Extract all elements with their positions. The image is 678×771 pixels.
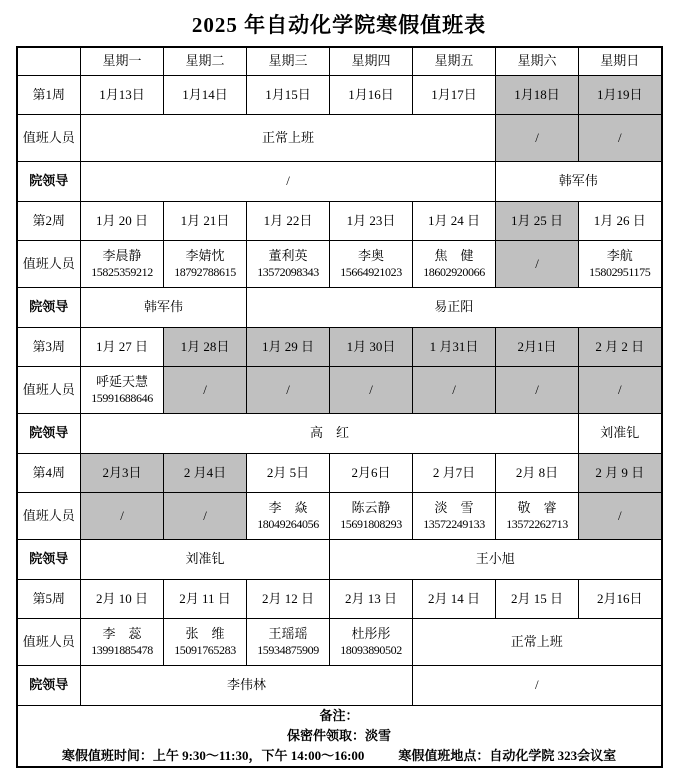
duty-cell — [247, 493, 330, 540]
duty-label: 值班人员 — [17, 115, 81, 162]
date-cell: 1月14日 — [164, 76, 247, 115]
duty-phone: 13572098343 — [257, 264, 319, 279]
date-cell: 1月 26 日 — [579, 202, 662, 241]
duty-phone: 15825359212 — [91, 264, 153, 279]
day-header-sat: 星期六 — [496, 47, 579, 76]
week1-leader-row — [17, 162, 662, 202]
page-title: 2025 年自动化学院寒假值班表 — [191, 13, 487, 37]
date-cell: 1月 25 日 — [496, 202, 579, 241]
week-label: 第2周 — [17, 202, 81, 241]
duty-phone: 13991885478 — [91, 642, 153, 657]
date-cell: 1月 24 日 — [413, 202, 496, 241]
week-label: 第3周 — [17, 328, 81, 367]
note-duty-place: 寒假值班地点：自动化学院 323会议室 — [398, 748, 617, 764]
date-cell: 2 月 9 日 — [579, 454, 662, 493]
duty-name: 李 焱 — [268, 500, 308, 516]
duty-cell: / — [579, 493, 662, 540]
duty-cell — [81, 241, 164, 288]
duty-phone: 15934875909 — [257, 642, 319, 657]
duty-cell — [247, 619, 330, 666]
duty-cell: / — [579, 367, 662, 414]
week-label: 第4周 — [17, 454, 81, 493]
duty-name: 焦 健 — [434, 248, 474, 264]
day-header-fri: 星期五 — [413, 47, 496, 76]
duty-cell: / — [579, 115, 662, 162]
day-header-wed: 星期三 — [247, 47, 330, 76]
duty-cell — [247, 241, 330, 288]
date-cell: 1月 21日 — [164, 202, 247, 241]
date-cell: 1月 28日 — [164, 328, 247, 367]
duty-cell: / — [496, 241, 579, 288]
week4-leader-row — [17, 540, 662, 580]
date-cell: 2月1日 — [496, 328, 579, 367]
week4-duty-row — [17, 493, 662, 540]
week2-duty-row — [17, 241, 662, 288]
duty-phone: 18602920066 — [423, 264, 485, 279]
duty-cell: 正常上班 — [413, 619, 662, 666]
date-cell: 2 月4日 — [164, 454, 247, 493]
duty-label: 值班人员 — [17, 241, 81, 288]
duty-phone: 15991688646 — [91, 390, 153, 405]
duty-phone: 13572262713 — [506, 516, 568, 531]
duty-cell: / — [413, 367, 496, 414]
duty-name: 李航 — [606, 248, 633, 264]
week3-leader-row — [17, 414, 662, 454]
leader-label: 院领导 — [17, 666, 81, 706]
date-cell: 1月 23日 — [330, 202, 413, 241]
week5-dates-row — [17, 580, 662, 619]
leader-cell: 李伟林 — [81, 666, 413, 706]
corner-cell — [17, 47, 81, 76]
duty-name: 呼延天慧 — [95, 374, 148, 390]
day-header-mon: 星期一 — [81, 47, 164, 76]
leader-cell: / — [413, 666, 662, 706]
day-header-sun: 星期日 — [579, 47, 662, 76]
date-cell: 1月 29 日 — [247, 328, 330, 367]
duty-phone: 15802951175 — [589, 264, 651, 279]
duty-cell — [413, 493, 496, 540]
duty-cell — [496, 493, 579, 540]
date-cell: 1 月31日 — [413, 328, 496, 367]
date-cell: 1月13日 — [81, 76, 164, 115]
leader-label: 院领导 — [17, 162, 81, 202]
note-line-confidential: 保密件领取：淡雪 — [286, 728, 391, 744]
week1-dates-row — [17, 76, 662, 115]
leader-cell: 韩军伟 — [81, 288, 247, 328]
duty-name: 王瑶瑶 — [268, 626, 308, 642]
duty-cell — [164, 241, 247, 288]
date-cell: 1月18日 — [496, 76, 579, 115]
week3-dates-row — [17, 328, 662, 367]
leader-label: 院领导 — [17, 414, 81, 454]
duty-label: 值班人员 — [17, 367, 81, 414]
duty-cell — [413, 241, 496, 288]
date-cell: 2月6日 — [330, 454, 413, 493]
note-duty-time: 寒假值班时间：上午 9:30～11:30，下午 14:00～16:00 — [61, 748, 365, 764]
duty-phone: 18093890502 — [340, 642, 402, 657]
date-cell: 1月 20 日 — [81, 202, 164, 241]
week-label: 第1周 — [17, 76, 81, 115]
leader-cell: / — [81, 162, 496, 202]
date-cell: 1月 30日 — [330, 328, 413, 367]
date-cell: 1月 22日 — [247, 202, 330, 241]
week4-dates-row — [17, 454, 662, 493]
notes-row — [17, 706, 662, 768]
leader-cell: 韩军伟 — [496, 162, 662, 202]
duty-cell: / — [247, 367, 330, 414]
date-cell: 2月16日 — [579, 580, 662, 619]
date-cell: 2 月 2 日 — [579, 328, 662, 367]
duty-name: 张 维 — [185, 626, 225, 642]
week1-duty-row — [17, 115, 662, 162]
leader-label: 院领导 — [17, 288, 81, 328]
duty-cell: 正常上班 — [81, 115, 496, 162]
date-cell: 2月 12 日 — [247, 580, 330, 619]
duty-name: 李奥 — [357, 248, 384, 264]
duty-cell — [81, 367, 164, 414]
duty-name: 敬 睿 — [517, 500, 557, 516]
date-cell: 1月19日 — [579, 76, 662, 115]
duty-name: 陈云静 — [351, 500, 391, 516]
duty-phone: 15691808293 — [340, 516, 402, 531]
duty-cell — [330, 493, 413, 540]
duty-name: 淡 雪 — [434, 500, 474, 516]
week2-dates-row — [17, 202, 662, 241]
duty-name: 李 蕊 — [102, 626, 142, 642]
duty-name: 杜彤彤 — [351, 626, 391, 642]
header-row — [17, 47, 662, 76]
duty-label: 值班人员 — [17, 493, 81, 540]
week3-duty-row — [17, 367, 662, 414]
date-cell: 1月 27 日 — [81, 328, 164, 367]
week5-duty-row — [17, 619, 662, 666]
leader-label: 院领导 — [17, 540, 81, 580]
leader-cell: 易正阳 — [247, 288, 662, 328]
day-header-thu: 星期四 — [330, 47, 413, 76]
date-cell: 2月 13 日 — [330, 580, 413, 619]
duty-cell: / — [164, 367, 247, 414]
duty-cell — [81, 619, 164, 666]
duty-cell: / — [496, 367, 579, 414]
duty-phone: 15664921023 — [340, 264, 402, 279]
duty-cell — [579, 241, 662, 288]
date-cell: 2月3日 — [81, 454, 164, 493]
date-cell: 1月15日 — [247, 76, 330, 115]
week-label: 第5周 — [17, 580, 81, 619]
duty-name: 李婧忱 — [185, 248, 225, 264]
date-cell: 1月17日 — [413, 76, 496, 115]
duty-cell — [164, 619, 247, 666]
duty-cell — [330, 619, 413, 666]
duty-schedule-table — [16, 46, 663, 768]
date-cell: 2月 8日 — [496, 454, 579, 493]
week2-leader-row — [17, 288, 662, 328]
duty-phone: 18049264056 — [257, 516, 319, 531]
week5-leader-row — [17, 666, 662, 706]
duty-cell — [330, 241, 413, 288]
date-cell: 2月 14 日 — [413, 580, 496, 619]
duty-cell: / — [81, 493, 164, 540]
leader-cell: 刘准钆 — [579, 414, 662, 454]
date-cell: 2月 10 日 — [81, 580, 164, 619]
duty-cell: / — [164, 493, 247, 540]
note-line-remark: 备注： — [319, 708, 359, 723]
date-cell: 2月 5日 — [247, 454, 330, 493]
duty-label: 值班人员 — [17, 619, 81, 666]
duty-cell: / — [330, 367, 413, 414]
leader-cell: 王小旭 — [330, 540, 662, 580]
leader-cell: 刘准钆 — [81, 540, 330, 580]
duty-cell: / — [496, 115, 579, 162]
duty-phone: 15091765283 — [174, 642, 236, 657]
day-header-tue: 星期二 — [164, 47, 247, 76]
duty-phone: 18792788615 — [174, 264, 236, 279]
note-line-time-place — [18, 746, 661, 766]
duty-phone: 13572249133 — [423, 516, 485, 531]
date-cell: 2 月7日 — [413, 454, 496, 493]
date-cell: 1月16日 — [330, 76, 413, 115]
notes-cell — [17, 706, 662, 768]
leader-cell: 高 红 — [81, 414, 579, 454]
date-cell: 2月 11 日 — [164, 580, 247, 619]
duty-name: 董利英 — [268, 248, 308, 264]
date-cell: 2月 15 日 — [496, 580, 579, 619]
duty-name: 李晨静 — [102, 248, 142, 264]
